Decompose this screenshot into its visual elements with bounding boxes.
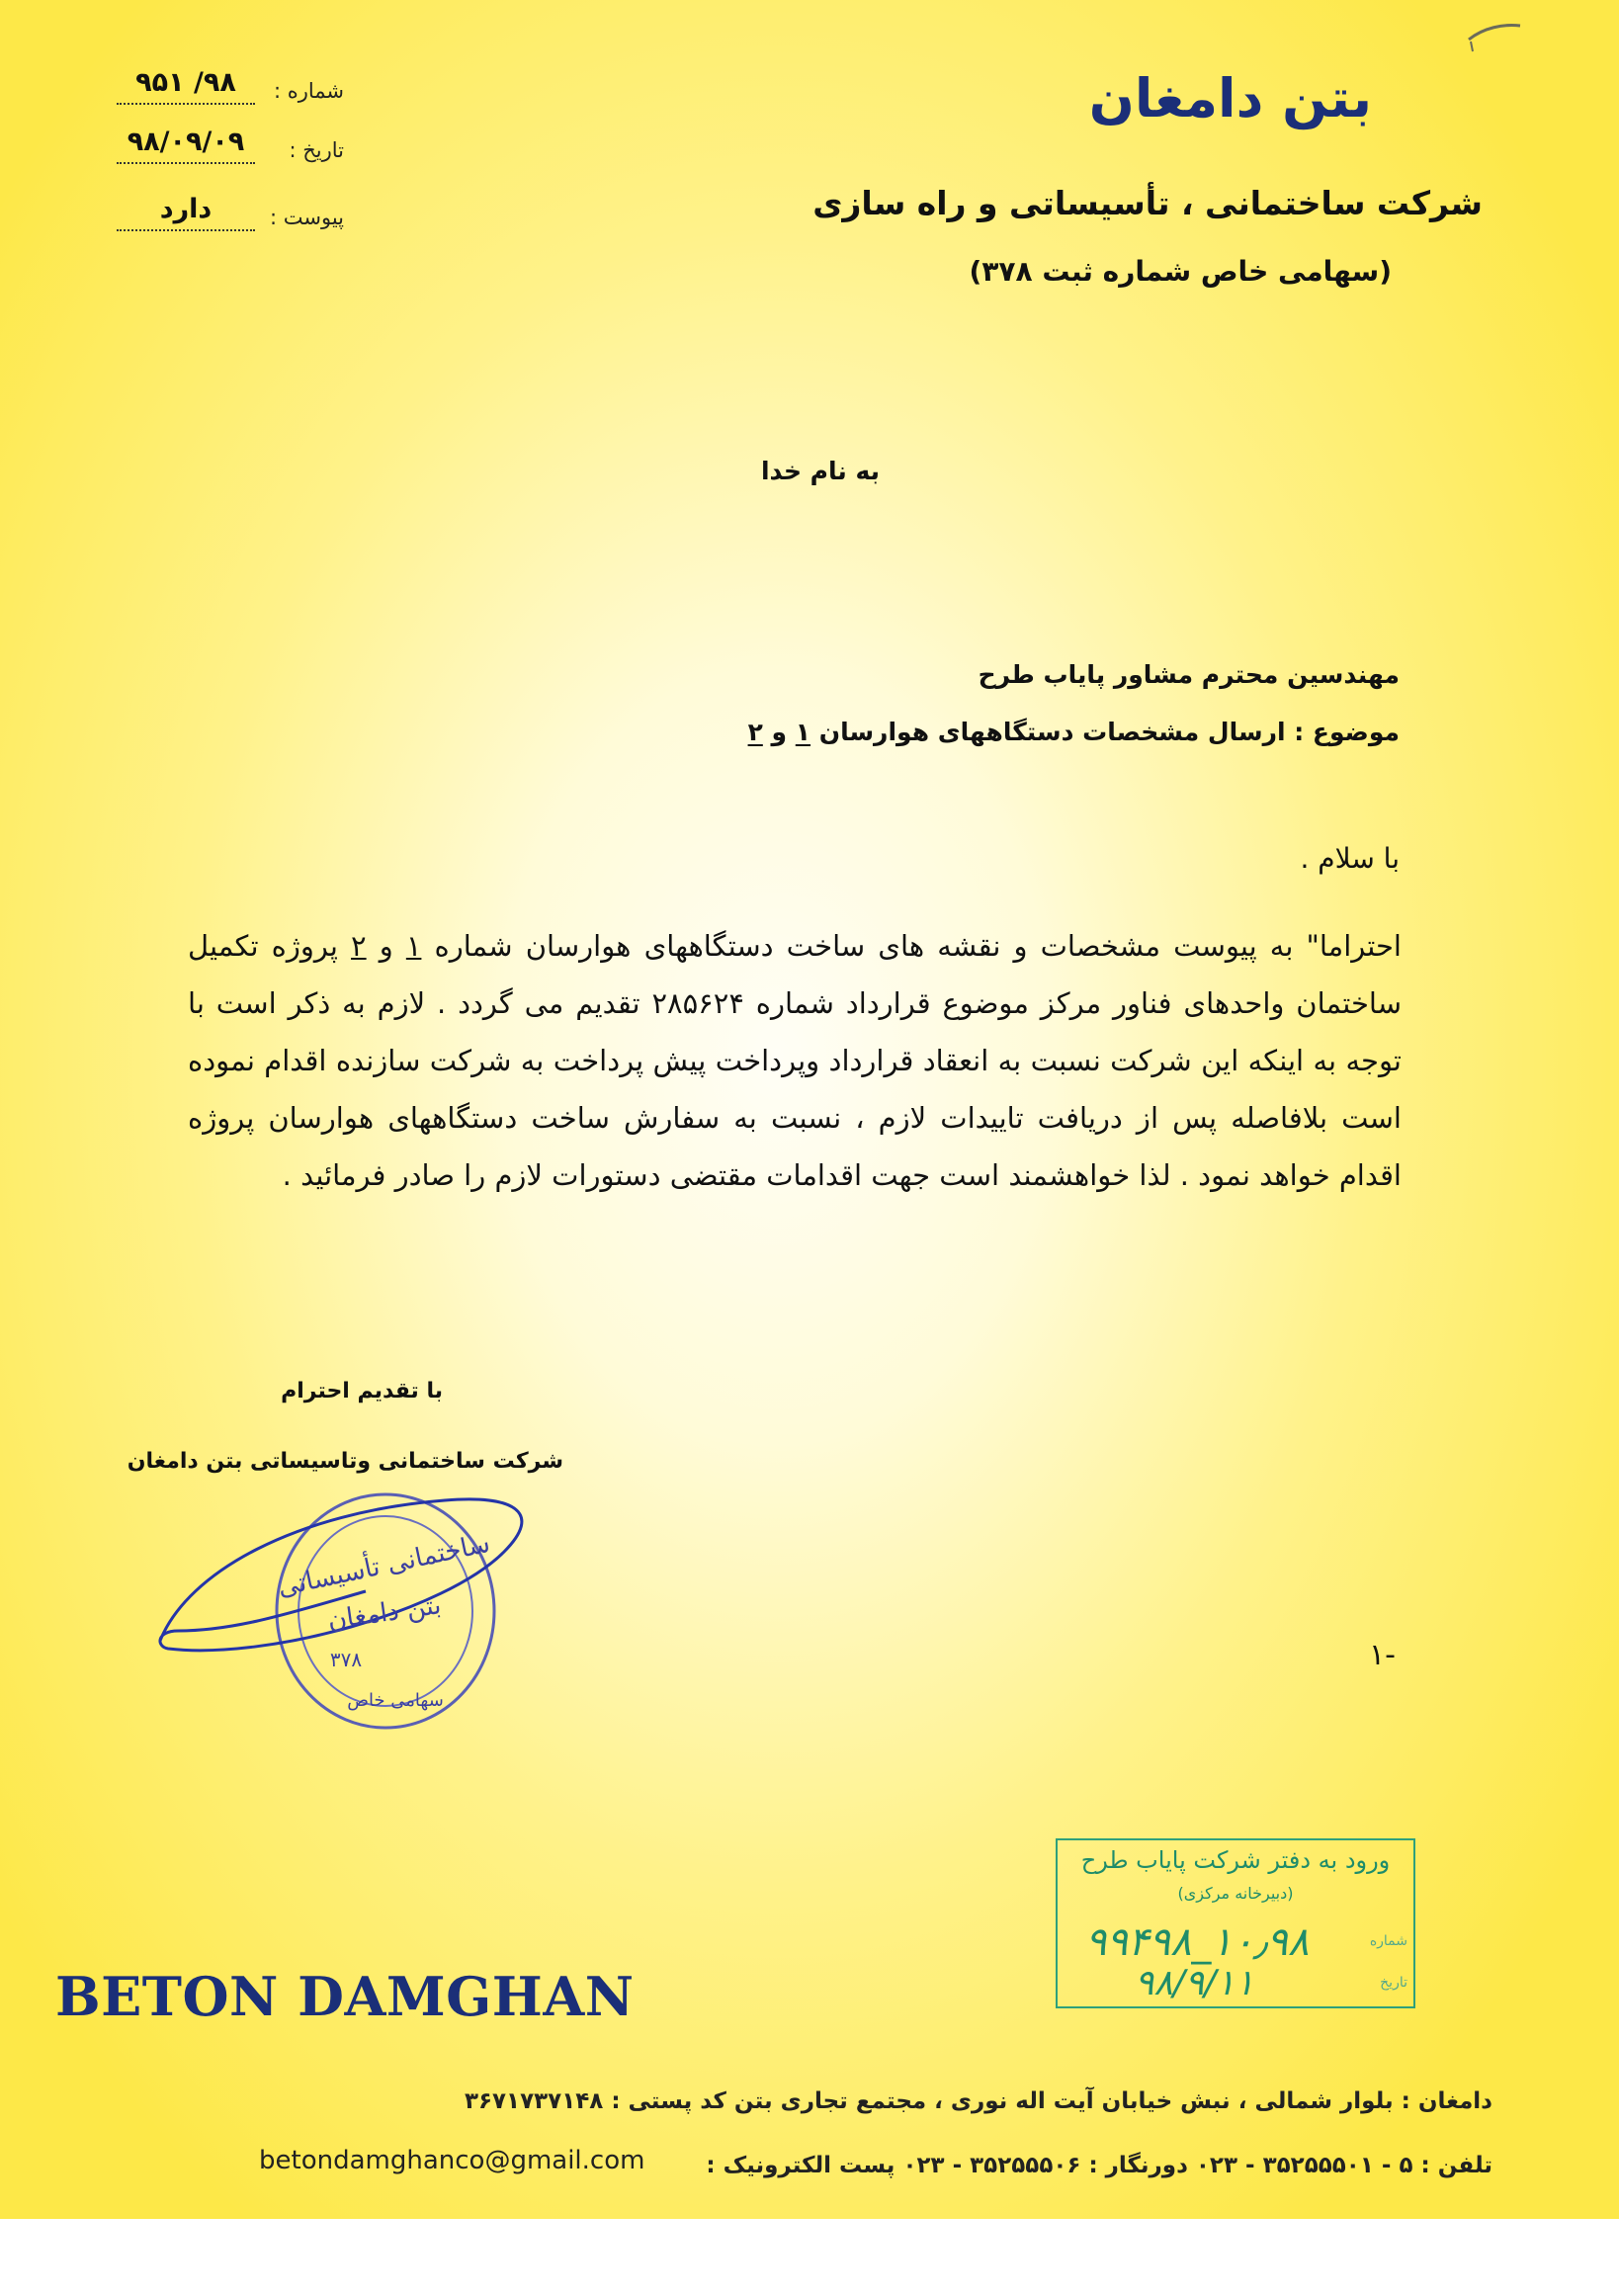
receipt-date-value: ۹۸/۹/۱۱ [1135, 1963, 1254, 2003]
subject [748, 718, 1400, 746]
company-subtitle: شرکت ساختمانی ، تأسیساتی و راه سازی [812, 184, 1483, 222]
receipt-number-value: ۱۰٫۹۸_۹۹۴۹۸ [1085, 1919, 1310, 1965]
body-two: ۲ [351, 929, 367, 963]
footer-email: betondamghanco@gmail.com [259, 2146, 645, 2175]
company-registration: (سهامی خاص شماره ثبت ۳۷۸) [969, 255, 1392, 288]
scan-mark-icon [1459, 18, 1528, 57]
body-text-1: احتراما" به پیوست مشخصات و نقشه های ساخت دستگاههای هوارسان شماره [421, 929, 1402, 963]
bismillah: به نام خدا [760, 457, 881, 485]
stamp-type: سهامی خاص [347, 1690, 444, 1711]
receipt-title: ورود به دفتر شرکت پایاب طرح [1080, 1846, 1391, 1874]
company-name: بتن دامغان [1088, 67, 1372, 129]
meta-attachment-value: دارد [117, 194, 255, 231]
receipt-number-label: شماره [1369, 1933, 1407, 1949]
subject-two: ۲ [747, 718, 763, 746]
stamp-line2: بتن دامغان [325, 1590, 444, 1636]
meta-date-value: ۹۸/۰۹/۰۹ [117, 127, 255, 164]
receipt-stamp [1056, 1838, 1415, 2008]
scan-bottom-margin [0, 2219, 1619, 2296]
meta-attachment [117, 194, 344, 237]
meta-attachment-label: پیوست : [270, 206, 344, 229]
body-and: و [366, 929, 406, 963]
stamp-reg: ۳۷۸ [329, 1648, 363, 1671]
subject-one: ۱ [795, 718, 811, 746]
company-stamp-icon [148, 1483, 563, 1779]
receipt-subtitle: (دبیرخانه مرکزی) [1177, 1884, 1294, 1903]
brand-english: BETON DAMGHAN [55, 1965, 635, 2028]
letter-body [188, 917, 1402, 1204]
meta-date-label: تاریخ : [289, 138, 344, 162]
meta-number-value: ۹۸/ ۹۵۱ [117, 67, 255, 105]
body-one: ۱ [405, 929, 422, 963]
receipt-date-label: تاریخ [1380, 1975, 1407, 1991]
signature-company: شرکت ساختمانی وتاسیساتی بتن دامغان [127, 1449, 563, 1474]
body-text-2: پروژه تکمیل ساختمان واحدهای فناور مرکز موضوع قرارداد شماره ۲۸۵۶۲۴ تقدیم می گردد . لازم به ذکر است با توجه به اینکه این شرکت نسبت به انعقاد قرارداد وپرداخت پیش پرداخت به شرکت سازنده اقدام نموده است بلافاصله پس از دریافت تاییدات لازم ، نسبت به سفارش ساخت دستگاههای هوارسان پروژه اقدام خواهد نمود . لذا خواهشمند است جهت اقدامات مقتضی دستورات لازم را صادر فرمائید . [188, 929, 1403, 1192]
footer-address: دامغان : بلوار شمالی ، نبش خیابان آیت اله نوری ، مجتمع تجاری بتن کد پستی : ۳۶۷۱۷۳۷۱۴۸ [464, 2088, 1492, 2114]
closing: با تقدیم احترام [281, 1379, 443, 1403]
page-number: ۱- [1369, 1638, 1396, 1672]
recipient: مهندسین محترم مشاور پایاب طرح [978, 660, 1400, 689]
meta-number-label: شماره : [273, 79, 344, 103]
subject-and: و [762, 718, 796, 746]
subject-text: موضوع : ارسال مشخصات دستگاههای هوارسان [810, 718, 1400, 746]
footer-contact: تلفن : ۵ - ۳۵۲۵۵۵۰۱ - ۰۲۳ دورنگار : ۳۵۲۵۵۵۰۶ - ۰۲۳ پست الکترونیک : [706, 2153, 1492, 2178]
stamp-line1: ساختمانی تأسیساتی [275, 1528, 493, 1603]
meta-date [117, 127, 344, 170]
greeting: با سلام . [1300, 842, 1400, 875]
meta-number [117, 67, 344, 111]
